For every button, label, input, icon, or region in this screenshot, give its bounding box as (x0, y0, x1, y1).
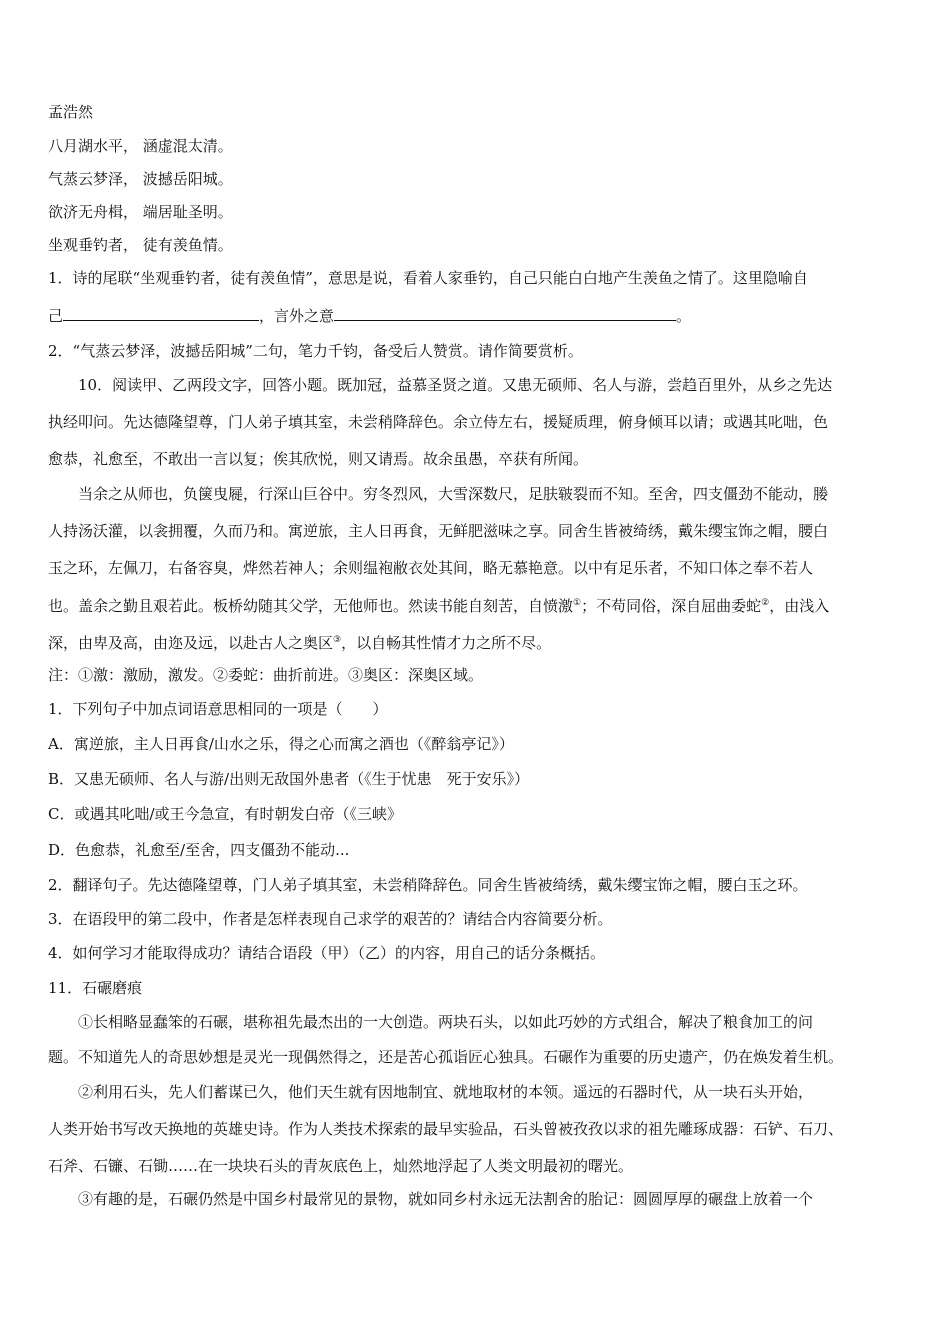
q9-text-a: 己 (48, 307, 64, 325)
q11-p1-line1: ①长相略显蠢笨的石碾，堪称祖先最杰出的一大创造。两块石头，以如此巧妙的方式组合，解决了粮食加工的问 (78, 1013, 814, 1031)
footnote-mark-1: ① (573, 598, 582, 608)
q10-p2-line3: 玉之环，左佩刀，右备容臭，烨然若神人；余则缊袍敝衣处其间，略无慕艳意。以中有足乐者，不知口体之奉不若人 (48, 559, 814, 577)
q10-sub4: 4．如何学习才能取得成功？请结合语段（甲）（乙）的内容，用自己的话分条概括。 (48, 944, 606, 962)
q11-title: 11．石碾磨痕 (48, 979, 143, 997)
q9-item1-line1: 1．诗的尾联“坐观垂钓者，徒有羡鱼情”，意思是说，看着人家垂钓，自己只能白白地产生羡鱼之情了。这里隐喻自 (48, 269, 808, 287)
q9-item2: 2．“气蒸云梦泽，波撼岳阳城”二句，笔力千钧，备受后人赞赏。请作简要赏析。 (48, 342, 583, 360)
q9-item1-line2 (48, 305, 908, 327)
poem-author: 孟浩然 (48, 103, 94, 121)
q10-p2-line5-a: 深，由卑及高，由迩及远，以赴古人之奥区 (48, 634, 334, 652)
q10-note: 注：①激：激励，激发。②委蛇：曲折前进。③奥区：深奥区域。 (48, 666, 484, 684)
q11-p2-line3: 石斧、石镰、石锄……在一块块石头的青灰底色上，灿然地浮起了人类文明最初的曙光。 (48, 1157, 634, 1175)
q10-p2-line4 (48, 595, 908, 617)
poem-line-1: 八月湖水平， 涵虚混太清。 (48, 137, 233, 155)
q10-option-d: D．色愈恭，礼愈至/至舍，四支僵劲不能动... (48, 841, 350, 859)
q11-p1-line2: 题。不知道先人的奇思妙想是灵光一现偶然得之，还是苦心孤诣匠心独具。石碾作为重要的历史遗产，仍在焕发着生机。 (48, 1048, 844, 1066)
q10-sub2: 2．翻译句子。先达德隆望尊，门人弟子填其室，未尝稍降辞色。同舍生皆被绮绣，戴朱缨宝饰之帽，腰白玉之环。 (48, 876, 808, 894)
footnote-mark-2: ② (761, 598, 770, 608)
q11-p2-line1: ②利用石头，先人们蓄谋已久，他们天生就有因地制宜、就地取材的本领。遥远的石器时代，从一块石头开始， (78, 1083, 814, 1101)
q11-p3-line1: ③有趣的是，石碾仍然是中国乡村最常见的景物，就如同乡村永远无法割舍的胎记：圆圆厚厚的碾盘上放着一个 (78, 1190, 814, 1208)
q9-text-b: ，言外之意 (259, 307, 335, 325)
q10-p2-line2: 人持汤沃灌，以衾拥覆，久而乃和。寓逆旅，主人日再食，无鲜肥滋味之享。同舍生皆被绮绣，戴朱缨宝饰之帽，腰白 (48, 522, 829, 540)
q10-p2-line4-a: 也。盖余之勤且艰若此。板桥幼随其父学，无他师也。然读书能自刻苦，自愤激 (48, 597, 574, 615)
q10-p2-line4-b: ；不苟同俗，深自屈曲委蛇 (581, 597, 762, 615)
q10-p2-line5 (48, 632, 908, 654)
q10-p1-line2: 执经叩问。先达德隆望尊，门人弟子填其室，未尝稍降辞色。余立侍左右，援疑质理，俯身倾耳以请；或遇其叱咄，色 (48, 413, 829, 431)
q10-p2-line5-b: ，以自畅其性情才力之所不尽。 (341, 634, 552, 652)
q10-p1-line1: 10．阅读甲、乙两段文字，回答小题。既加冠，益慕圣贤之道。又患无硕师、名人与游，尝趋百里外，从乡之先达 (78, 376, 833, 394)
answer-blank-2[interactable] (334, 306, 676, 321)
q10-option-b: B．又患无硕师、名人与游/出则无敌国外患者（《生于忧患 死于安乐》） (48, 770, 530, 788)
q10-sub1: 1．下列句子中加点词语意思相同的一项是（ ） (48, 700, 388, 718)
q10-sub3: 3．在语段甲的第二段中，作者是怎样表现自己求学的艰苦的？请结合内容简要分析。 (48, 910, 613, 928)
poem-line-3: 欲济无舟楫， 端居耻圣明。 (48, 203, 233, 221)
q10-p2-line1: 当余之从师也，负箧曳屣，行深山巨谷中。穷冬烈风，大雪深数尺，足肤皲裂而不知。至舍，四支僵劲不能动，媵 (78, 485, 829, 503)
answer-blank-1[interactable] (63, 306, 259, 321)
q10-p2-line4-c: ，由浅入 (769, 597, 830, 615)
q11-p2-line2: 人类开始书写改天换地的英雄史诗。作为人类技术探索的最早实验品，石头曾被孜孜以求的祖先雕琢成器：石铲、石刀、 (48, 1120, 844, 1138)
poem-line-2: 气蒸云梦泽， 波撼岳阳城。 (48, 170, 233, 188)
footnote-mark-3: ③ (333, 635, 342, 645)
q10-option-a: A．寓逆旅，主人日再食/山水之乐，得之心而寓之酒也（《醉翁亭记》） (48, 735, 514, 753)
q10-option-c: C．或遇其叱咄/或王今急宣，有时朝发白帝（《三峡》 (48, 805, 403, 823)
q9-text-c: 。 (676, 307, 692, 325)
q10-p1-line3: 愈恭，礼愈至，不敢出一言以复；俟其欣悦，则又请焉。故余虽愚，卒获有所闻。 (48, 450, 589, 468)
poem-line-4: 坐观垂钓者， 徒有羡鱼情。 (48, 236, 233, 254)
